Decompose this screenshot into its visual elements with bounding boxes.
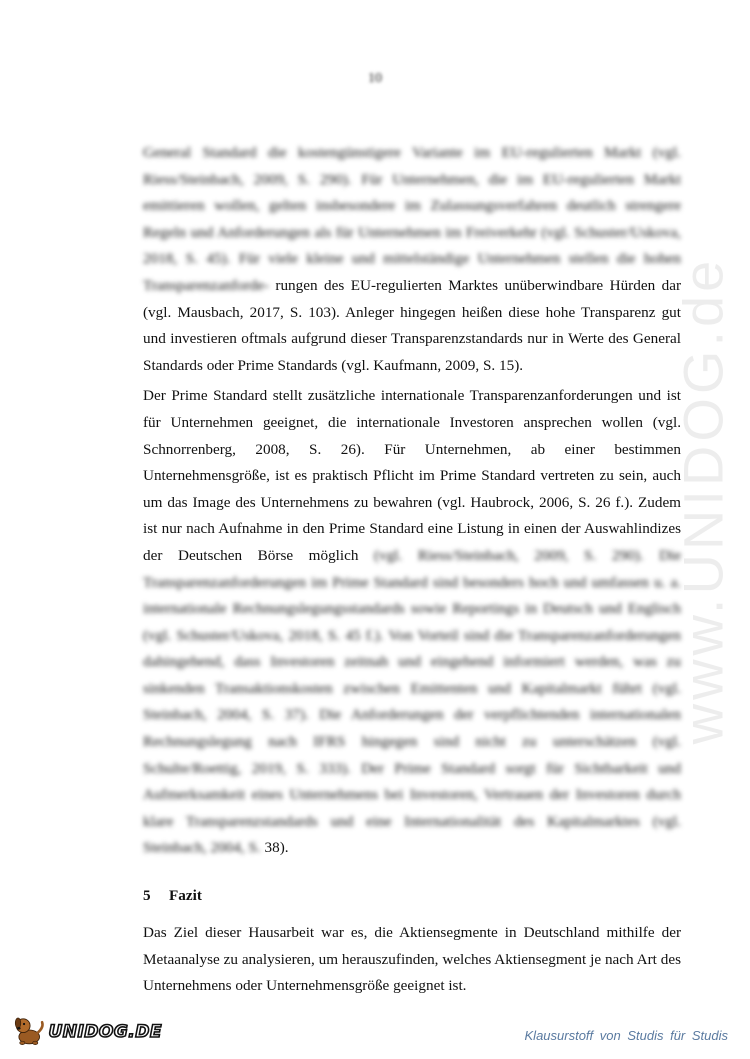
watermark [662,256,744,744]
visible-text: rungen des EU-regulierten Marktes unüberwindbare Hürden dar (vgl. Mausbach, 2017, S. 103). Anleger hingegen heißen diese hohe Transparenz gut und investieren oftmals aufgrund dieser Transparenzstandards nur in Werte des General Standards oder Prime Standards (vgl. Kaufmann, 2009, S. 15). [143,276,681,374]
watermark-text: www.UNIDOG.de [671,256,735,744]
paragraph-2 [143,383,681,862]
blurred-text: General Standard die kostengünstigere Variante im EU-regulierten Markt (vgl. Riess/Steinbach, 2009, S. 290). Für Unternehmen, die im EU-regulierten Markt emittieren wollen, gelten insbesondere im Zulassungsverfahren deutlich strengere Regeln und Anforderungen als für Unternehmen im Freiverkehr (vgl. Schuster/Uskova, 2018, S. 45). Für viele kleine und mittelständige Unternehmen stellen die hohen Transparenzanforde- [143,144,681,294]
section-title: Fazit [169,887,202,905]
visible-text: Der Prime Standard stellt zusätzliche internationale Transparenzanforderungen und ist für Unternehmen geeignet, die internationale Investoren ansprechen wollen (vgl. Schnorrenberg, 2008, S. 26). Für Unternehmen, ab einer bestimmen Unternehmensgröße, ist es praktisch Pflicht im Prime Standard vertreten zu sein, auch um das Image des Unternehmens zu bewahren (vgl. Haubrock, 2006, S. 26 f.). Zudem ist nur nach Aufnahme in den Prime Standard eine Listung in einen der Auswahlindizes der Deutschen Börse möglich [143,387,681,564]
paragraph-1 [143,140,681,379]
unidog-logo[interactable] [12,1010,162,1050]
conclusion-paragraph: Das Ziel dieser Hausarbeit war es, die Aktiensegmente in Deutschland mithilfe der Metaanalyse zu analysieren, um herauszufinden, welches Aktiensegment je nach Art des Unternehmens oder Unternehmensgröße geeignet ist. [143,924,681,995]
footer-tagline: Klausurstoff von Studis für Studis [524,1028,728,1043]
logo-text: UNIDOG.DE [48,1022,162,1042]
page-number: 10 [368,71,382,86]
section-number: 5 [143,887,151,905]
section-heading [143,886,681,906]
dog-icon [12,1011,46,1049]
blurred-text: (vgl. Riess/Steinbach, 2009, S. 290). Die Transparenzanforderungen im Prime Standard sind besonders hoch und umfassen u. a. internationale Rechnungslegungsstandards sowie Reportings in Deutsch und Englisch (vgl. Schuster/Uskova, 2018, S. 45 f.). Von Vorteil sind die Transparenzanforderungen dahingehend, dass Investoren zeitnah und eingehend informiert werden, was zu sinkenden Transaktionskosten zwischen Emittenten und Kapitalmarkt führt (vgl. Steinbach, 2004, S. 37). Die Anforderungen der verpflichtenden internationalen Rechnungslegung nach IFRS hingegen sind nicht zu unterschätzen (vgl. Schulte/Roettig, 2019, S. 333). Der Prime Standard sorgt für Sichtbarkeit und Aufmerksamkeit eines Unternehmens bei Investoren, Vertrauen der Investoren durch klare Transparenzstandards und eine Internationalität des Kapitalmarktes (vgl. Steinbach, 2004, S. [143,546,682,857]
document-body [143,140,681,1004]
visible-text: 38). [264,839,289,857]
